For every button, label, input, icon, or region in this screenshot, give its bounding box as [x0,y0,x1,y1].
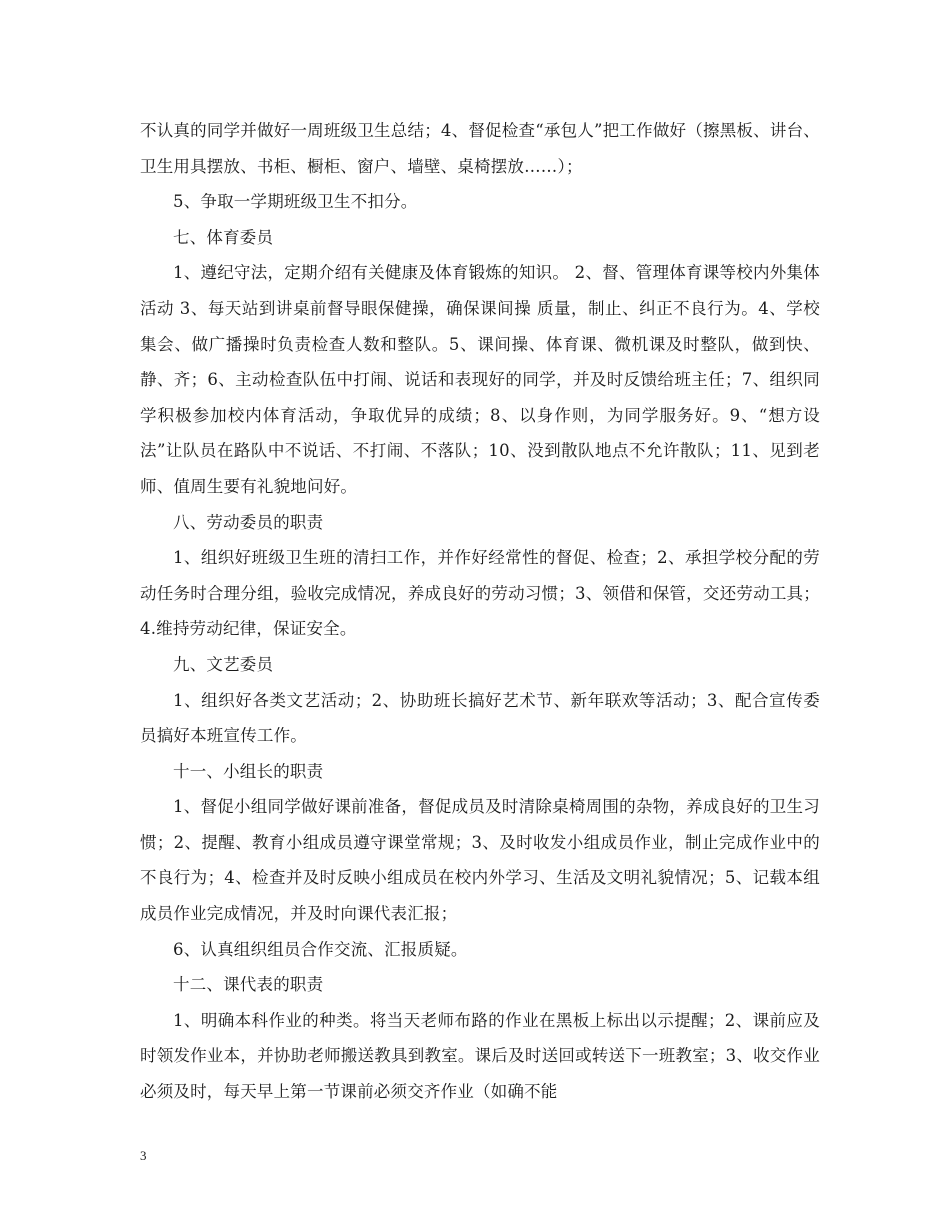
paragraph: 6、认真组织组员合作交流、汇报质疑。 [173,939,468,959]
section-heading: 七、体育委员 [173,227,274,247]
section-heading: 十一、小组长的职责 [173,761,324,781]
paragraph: 1、组织好各类文艺活动；2、协助班长搞好艺术节、新年联欢等活动；3、配合宣传委员搞好本班宣传工作。 [140,690,820,746]
paragraph: 1、明确本科作业的种类。将当天老师布路的作业在黑板上标出以示提醒；2、课前应及时领发作业本，并协助老师搬送教具到教室。课后及时送回或转送下一班教室；3、收交作业必须及时，每天早上第一节课前必须交齐作业（如确不能 [140,1010,820,1102]
section-heading: 九、文艺委员 [173,654,274,674]
paragraph: 1、督促小组同学做好课前准备，督促成员及时清除桌椅周围的杂物，养成良好的卫生习惯；2、提醒、教育小组成员遵守课堂常规；3、及时收发小组成员作业，制止完成作业中的不良行为；4、检查并及时反映小组成员在校内外学习、生活及文明礼貌情况；5、记载本组成员作业完成情况，并及时向课代表汇报； [140,797,820,924]
document-body [140,113,820,1110]
paragraph: 1、遵纪守法，定期介绍有关健康及体育锻炼的知识。 2、督、管理体育课等校内外集体活动 3、每天站到讲桌前督导眼保健操，确保课间操 质量，制止、纠正不良行为。4、学校集会、做广播操时负责检查人数和整队。5、课间操、体育课、微机课及时整队，做到快、静、齐；6、主动检查队伍中打闹、说话和表现好的同学，并及时反馈给班主任；7、组织同学积极参加校内体育活动，争取优异的成绩；8、以身作则，为同学服务好。9、“想方设法”让队员在路队中不说话、不打闹、不落队；10、没到散队地点不允许散队；11、见到老师、值周生要有礼貌地问好。 [140,263,820,496]
paragraph: 5、争取一学期班级卫生不扣分。 [173,192,418,212]
section-heading: 十二、课代表的职责 [173,975,324,995]
page-number: 3 [140,1148,147,1163]
paragraph: 1、组织好班级卫生班的清扫工作，并作好经常性的督促、检查；2、承担学校分配的劳动任务时合理分组，验收完成情况，养成良好的劳动习惯；3、领借和保管，交还劳动工具；4.维持劳动纪律，保证安全。 [140,548,820,639]
paragraph: 不认真的同学并做好一周班级卫生总结；4、督促检查“承包人”把工作做好（擦黑板、讲台、卫生用具摆放、书柜、橱柜、窗户、墙壁、桌椅摆放……）； [140,121,820,176]
section-heading: 八、劳动委员的职责 [173,512,324,532]
